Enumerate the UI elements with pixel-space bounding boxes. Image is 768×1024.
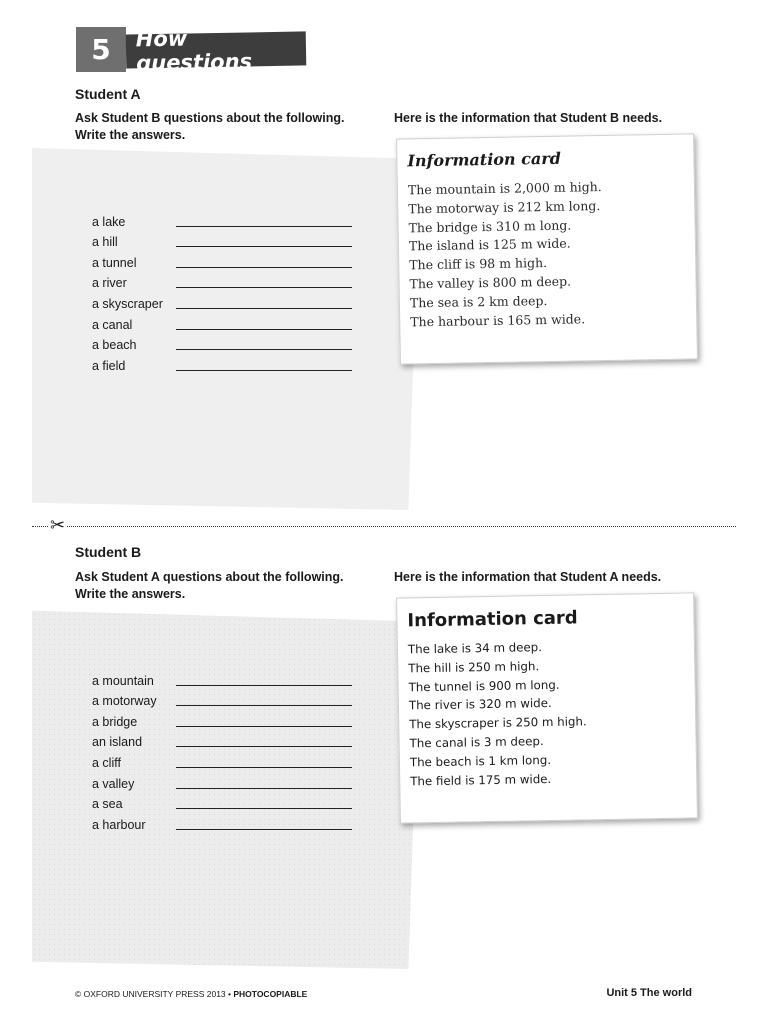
- student-b-information-card: [396, 592, 698, 823]
- card-line: The canal is 3 m deep.: [409, 734, 544, 751]
- unit-number-badge: 5: [76, 27, 126, 72]
- student-b-info-intro: Here is the information that Student A needs.: [394, 570, 662, 584]
- student-a-instruction: Ask Student B questions about the following. Write the answers.: [75, 111, 345, 142]
- student-b-heading: Student B: [75, 544, 142, 560]
- answer-line[interactable]: [176, 294, 352, 309]
- answer-line[interactable]: [176, 356, 352, 371]
- item-label: a bridge: [92, 714, 138, 729]
- item-label: a valley: [92, 776, 135, 791]
- list-item: [92, 208, 352, 229]
- item-label: a hill: [92, 235, 118, 250]
- list-item: [92, 749, 352, 770]
- item-label: a field: [92, 358, 126, 373]
- item-label: a beach: [92, 338, 137, 353]
- item-label: a sea: [92, 797, 123, 812]
- list-item: [92, 249, 352, 270]
- item-label: a harbour: [92, 817, 146, 832]
- card-line: The valley is 800 m deep.: [409, 273, 572, 292]
- student-a-info-intro: Here is the information that Student B needs.: [394, 111, 663, 125]
- item-label: a tunnel: [92, 255, 137, 270]
- list-item: [92, 667, 352, 688]
- item-label: a motorway: [92, 694, 157, 709]
- item-label: a lake: [92, 214, 126, 229]
- answer-line[interactable]: [176, 691, 352, 706]
- student-a-item-list: [92, 208, 352, 373]
- card-line: The motorway is 212 km long.: [408, 197, 601, 217]
- card-line: The island is 125 m wide.: [408, 235, 571, 254]
- answer-line[interactable]: [176, 212, 352, 227]
- list-item: [92, 770, 352, 791]
- card-line: The harbour is 165 m wide.: [410, 310, 586, 329]
- card-line: The mountain is 2,000 m high.: [407, 179, 602, 198]
- footer-unit-label: Unit 5 The world: [606, 987, 692, 999]
- answer-line[interactable]: [176, 253, 352, 268]
- photocopiable-label: PHOTOCOPIABLE: [233, 989, 308, 999]
- scissors-icon: ✂: [50, 515, 66, 535]
- answer-line[interactable]: [176, 232, 352, 247]
- answer-line[interactable]: [176, 732, 352, 747]
- student-b-item-list: [92, 667, 352, 832]
- answer-line[interactable]: [176, 315, 352, 330]
- item-label: a cliff: [92, 755, 121, 770]
- information-card-lines: [408, 178, 604, 332]
- student-b-instruction: Ask Student A questions about the following. Write the answers.: [75, 570, 344, 601]
- card-line: The cliff is 98 m high.: [409, 255, 548, 273]
- footer-copyright: [75, 989, 307, 999]
- list-item: [92, 311, 352, 332]
- card-line: The beach is 1 km long.: [409, 752, 552, 770]
- list-item: [92, 688, 352, 709]
- cut-line-divider: [32, 526, 736, 527]
- list-item: [92, 290, 352, 311]
- item-label: a river: [92, 276, 127, 291]
- list-item: [92, 332, 352, 353]
- information-card-title: Information card: [407, 148, 562, 171]
- student-a-heading: Student A: [75, 86, 141, 102]
- list-item: [92, 791, 352, 812]
- list-item: [92, 811, 352, 832]
- answer-line[interactable]: [176, 774, 352, 789]
- answer-line[interactable]: [176, 815, 352, 830]
- answer-line[interactable]: [176, 712, 352, 727]
- card-line: The field is 175 m wide.: [410, 771, 552, 788]
- card-line: The hill is 250 m high.: [408, 658, 540, 676]
- answer-line[interactable]: [176, 753, 352, 768]
- page-title: How questions: [126, 31, 307, 68]
- item-label: a mountain: [92, 673, 154, 688]
- list-item: [92, 708, 352, 729]
- list-item: [92, 229, 352, 250]
- card-line: The tunnel is 900 m long.: [408, 677, 560, 695]
- answer-line[interactable]: [176, 794, 352, 809]
- information-card-lines: [408, 637, 588, 790]
- item-label: a skyscraper: [92, 296, 163, 311]
- information-card-title: Information card: [407, 607, 578, 632]
- copyright-text: © OXFORD UNIVERSITY PRESS 2013 •: [75, 989, 234, 999]
- list-item: [92, 729, 352, 750]
- card-line: The skyscraper is 250 m high.: [409, 714, 587, 732]
- list-item: [92, 352, 352, 373]
- student-a-information-card: [396, 133, 698, 364]
- item-label: a canal: [92, 317, 133, 332]
- answer-line[interactable]: [176, 273, 352, 288]
- item-label: an island: [92, 735, 143, 750]
- answer-line[interactable]: [176, 335, 352, 350]
- card-line: The river is 320 m wide.: [408, 696, 552, 713]
- card-line: The lake is 34 m deep.: [407, 640, 543, 657]
- list-item: [92, 270, 352, 291]
- card-line: The sea is 2 km deep.: [409, 292, 548, 311]
- answer-line[interactable]: [176, 671, 352, 686]
- card-line: The bridge is 310 m long.: [408, 217, 572, 236]
